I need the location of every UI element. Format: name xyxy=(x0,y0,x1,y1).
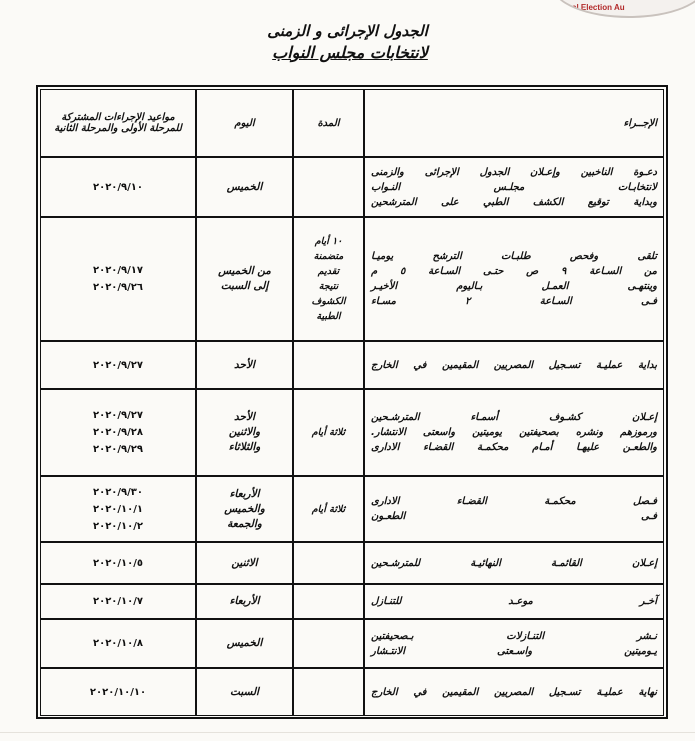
cell-action xyxy=(364,389,664,476)
cell-day xyxy=(196,584,293,619)
action-line: نهاية عمليـة تسـجيل المصريين المقيمين في الخارج xyxy=(371,686,657,698)
cell-action xyxy=(364,217,664,341)
table-row xyxy=(40,668,664,716)
cell-day xyxy=(196,668,293,716)
cell-day xyxy=(196,542,293,584)
day-line: والخميس xyxy=(224,502,265,515)
schedule-table xyxy=(40,89,664,716)
cell-dates xyxy=(40,389,196,476)
dates-line: ٢٠٢٠/١٠/٥ xyxy=(92,557,144,569)
dates-line: ٢٠٢٠/١٠/١٠ xyxy=(89,686,147,698)
election-authority-logo xyxy=(552,0,695,18)
cell-dates xyxy=(40,619,196,668)
day-line: والثلاثاء xyxy=(228,441,261,453)
action-line: إعـلان كشـوف أسمـاء المترشـحين xyxy=(371,412,657,423)
day-line: إلى السبت xyxy=(220,280,269,292)
cell-day xyxy=(196,217,293,341)
action-line: وينتهـى العمـل بـاليوم الأخيـر xyxy=(371,281,657,292)
dates-line: ٢٠٢٠/١٠/٨ xyxy=(92,638,144,649)
action-line: إعـلان القائمـة النهائيـة للمترشـحين xyxy=(371,557,657,569)
action-line: فـى السـاعة ٢ مسـاء xyxy=(371,296,658,307)
table-header-row xyxy=(40,89,664,157)
header-action: الإجــراء xyxy=(364,89,664,157)
dates-line: ٢٠٢٠/٩/٢٧ xyxy=(92,410,144,421)
action-line: وبداية توقيع الكشف الطبي على المترشحين xyxy=(371,196,657,208)
duration-line: متضمنة xyxy=(313,251,344,262)
cell-dates xyxy=(40,668,196,716)
action-line: ورموزهم ونشره بصحيفتين يوميتين واسعتى الانتشار. xyxy=(371,427,657,438)
cell-action xyxy=(364,476,664,542)
cell-duration xyxy=(293,619,364,668)
cell-day xyxy=(196,476,293,542)
dates-line: ٢٠٢٠/١٠/١ xyxy=(92,503,144,515)
day-line: السبت xyxy=(230,685,259,698)
action-line: لانتخابـات مجلـس النـواب xyxy=(371,181,657,193)
action-line: فـى الطعـون xyxy=(371,511,657,522)
table-row xyxy=(40,389,664,476)
action-line: والطعـن عليهـا أمـام محكمـة القضـاء الادارى xyxy=(371,442,657,453)
cell-action xyxy=(364,542,664,584)
logo-text: al Election Au xyxy=(572,3,625,12)
action-line: بداية عمليـة تسـجيل المصريين المقيمين في الخارج xyxy=(371,359,657,371)
page-subtitle: لانتخابات مجلس النواب xyxy=(272,43,428,62)
cell-dates xyxy=(40,157,196,217)
cell-dates xyxy=(40,476,196,542)
dates-line: ٢٠٢٠/٩/٢٩ xyxy=(92,444,144,455)
cell-duration xyxy=(293,668,364,716)
cell-action xyxy=(364,668,664,716)
duration-line: الطبية xyxy=(316,311,341,322)
cell-dates xyxy=(40,542,196,584)
day-line: الأحد xyxy=(234,358,255,371)
day-line: من الخميس xyxy=(218,265,271,277)
day-line: الخميس xyxy=(226,637,263,649)
cell-action xyxy=(364,157,664,217)
cell-action xyxy=(364,619,664,668)
header-dates-line: للمرحلة الأولى والمرحلة الثانية xyxy=(54,123,182,134)
header-day: اليوم xyxy=(196,89,293,157)
duration-line: الكشوف xyxy=(311,296,346,307)
table-row xyxy=(40,217,664,341)
dates-line: ٢٠٢٠/١٠/٢ xyxy=(92,520,144,532)
cell-dates xyxy=(40,584,196,619)
table-row xyxy=(40,619,664,668)
dates-line: ٢٠٢٠/٩/٣٠ xyxy=(92,486,144,498)
cell-action xyxy=(364,584,664,619)
dates-line: ٢٠٢٠/٩/٢٧ xyxy=(92,359,144,371)
duration-line: نتيجة xyxy=(318,281,339,292)
table-row xyxy=(40,476,664,542)
action-line: فـصل محكمـة القضـاء الادارى xyxy=(371,496,657,507)
cell-dates xyxy=(40,341,196,389)
action-line: آخـر موعـد للتنـازل xyxy=(371,596,657,607)
day-line: الأربعاء xyxy=(229,595,260,607)
duration-line: ثلاثة أيام xyxy=(311,427,346,438)
table-row xyxy=(40,584,664,619)
action-line: تلقى وفحص طلبـات الترشح يوميـا xyxy=(371,251,657,262)
cell-action xyxy=(364,341,664,389)
duration-line: ثلاثة أيام xyxy=(311,503,346,515)
dates-line: ٢٠٢٠/١٠/٧ xyxy=(92,596,144,607)
cell-duration xyxy=(293,341,364,389)
footer-rule xyxy=(0,732,695,733)
cell-day xyxy=(196,389,293,476)
cell-day xyxy=(196,619,293,668)
dates-line: ٢٠٢٠/٩/٢٦ xyxy=(92,282,144,293)
dates-line: ٢٠٢٠/٩/١٧ xyxy=(92,265,144,276)
cell-dates xyxy=(40,217,196,341)
cell-duration xyxy=(293,389,364,476)
day-line: الأربعاء xyxy=(229,487,260,500)
action-line: من السـاعة ٩ ص حتـى السـاعة ٥ م xyxy=(371,266,657,277)
day-line: الأحد xyxy=(234,411,255,423)
cell-duration xyxy=(293,157,364,217)
header-duration: المدة xyxy=(293,89,364,157)
table-row xyxy=(40,542,664,584)
cell-duration xyxy=(293,584,364,619)
day-line: الاثنين xyxy=(231,556,258,569)
day-line: والجمعة xyxy=(227,517,262,530)
table-row xyxy=(40,341,664,389)
action-line: دعـوة الناخبين وإعـلان الجدول الإجرائى والزمنى xyxy=(371,166,657,178)
cell-day xyxy=(196,341,293,389)
cell-duration xyxy=(293,542,364,584)
dates-line: ٢٠٢٠/٩/١٠ xyxy=(92,181,144,193)
action-line: يـوميتين واسـعتى الانتـشار xyxy=(371,645,657,657)
day-line: والاثنين xyxy=(228,426,261,438)
header-dates xyxy=(40,89,196,157)
page-title: الجدول الإجرائى و الزمنى xyxy=(267,22,428,40)
cell-duration xyxy=(293,476,364,542)
duration-line: ١٠ أيام xyxy=(314,236,343,247)
table-row xyxy=(40,157,664,217)
cell-duration xyxy=(293,217,364,341)
header-dates-line: مواعيد الإجراءات المشتركة xyxy=(61,112,175,123)
action-line: نـشر التنـازلات بـصحيفتين xyxy=(371,630,657,642)
dates-line: ٢٠٢٠/٩/٢٨ xyxy=(92,427,144,438)
duration-line: تقديم xyxy=(317,266,340,277)
day-line: الخميس xyxy=(226,180,263,193)
cell-day xyxy=(196,157,293,217)
